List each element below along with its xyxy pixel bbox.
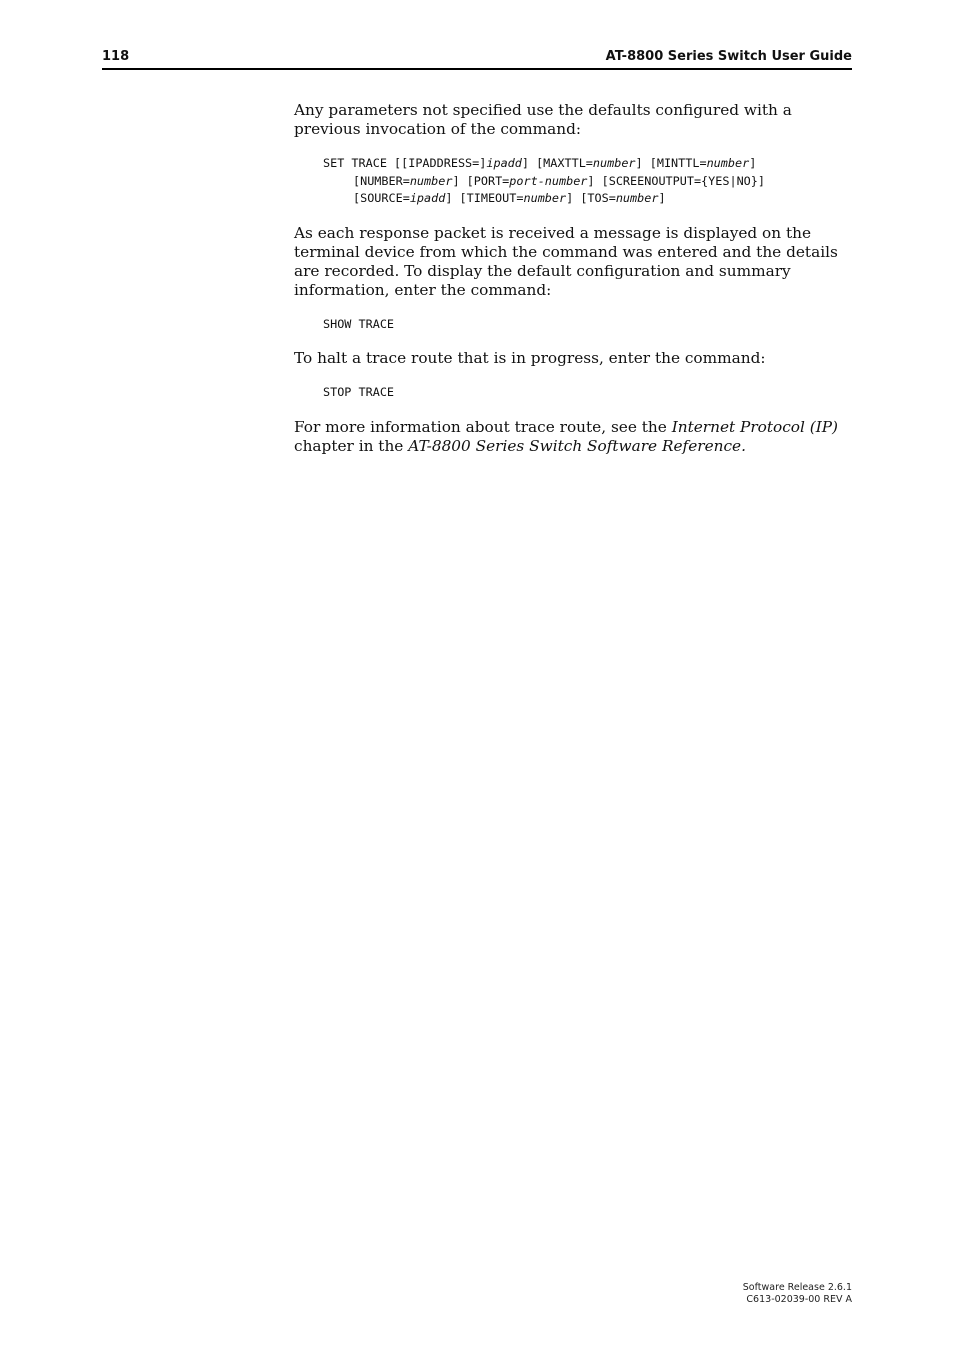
response-paragraph: As each response packet is received a message is displayed on the terminal device from which the command was entered and the details are recorded. To display the default configuration and summary information, enter the command: xyxy=(294,223,838,299)
code-param: number xyxy=(592,156,636,170)
set-trace-line-1 xyxy=(323,155,854,173)
page-header xyxy=(102,48,852,70)
software-release: Software Release 2.6.1 xyxy=(742,1282,852,1293)
code-text: [NUMBER= xyxy=(353,173,410,188)
stop-trace-command: STOP TRACE xyxy=(323,385,395,399)
page-content xyxy=(294,101,854,472)
code-param: ipadd xyxy=(486,156,522,170)
page-footer xyxy=(743,1282,852,1306)
reference-text: chapter in the xyxy=(294,436,409,455)
code-text: ] [PORT= xyxy=(452,173,510,188)
code-param: number xyxy=(706,156,750,170)
document-code: C613-02039-00 REV A xyxy=(746,1294,852,1305)
code-text: ] xyxy=(658,191,666,205)
code-text: [SOURCE= xyxy=(353,191,410,205)
intro-paragraph: Any parameters not specified use the defaults configured with a previous invocation of the command: xyxy=(294,101,792,138)
code-text: ] [SCREENOUTPUT={YES|NO}] xyxy=(587,173,765,188)
code-param: port-number xyxy=(509,173,588,188)
code-text: ] [MAXTTL= xyxy=(521,156,593,170)
set-trace-line-2 xyxy=(323,173,854,191)
show-trace-command: SHOW TRACE xyxy=(323,316,395,331)
code-text: ] [MINTTL= xyxy=(635,156,707,170)
reference-text: For more information about trace route, see the xyxy=(294,417,672,436)
reference-paragraph xyxy=(294,418,854,456)
code-param: number xyxy=(523,191,567,205)
code-param: ipadd xyxy=(409,191,446,205)
code-text: ] [TIMEOUT= xyxy=(445,191,524,205)
code-text: ] [TOS= xyxy=(566,191,616,205)
code-param: number xyxy=(615,191,659,205)
page-number: 118 xyxy=(102,49,130,64)
code-param: number xyxy=(409,173,453,188)
book-reference: AT-8800 Series Switch Software Reference. xyxy=(408,436,746,455)
code-text: SET TRACE [[IPADDRESS=] xyxy=(323,156,487,170)
set-trace-command xyxy=(323,155,854,208)
guide-title: AT-8800 Series Switch User Guide xyxy=(605,49,852,64)
chapter-reference: Internet Protocol (IP) xyxy=(671,417,838,436)
set-trace-line-3 xyxy=(323,190,854,208)
code-text: ] xyxy=(749,156,757,170)
halt-paragraph: To halt a trace route that is in progress, enter the command: xyxy=(294,349,766,367)
